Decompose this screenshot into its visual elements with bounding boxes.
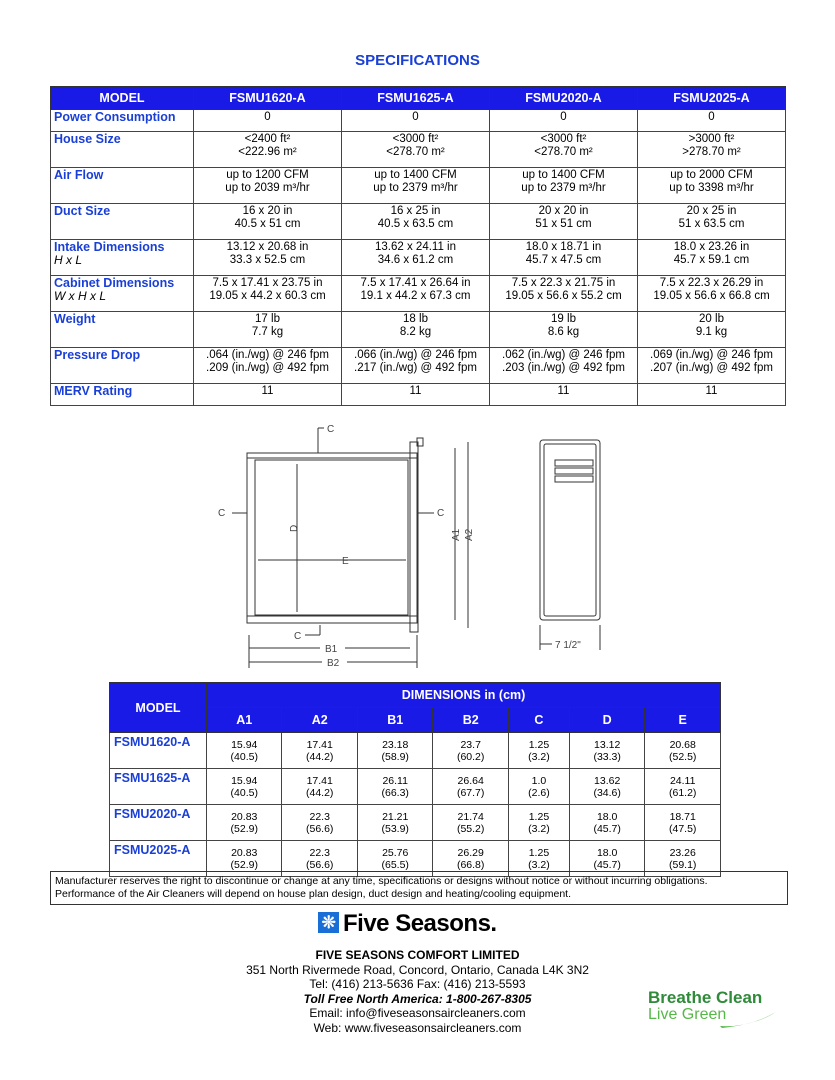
spec-cell-line: 19.05 x 56.6 x 55.2 cm (505, 290, 622, 302)
spec-cell-line: up to 1400 CFM (374, 169, 457, 181)
spec-cell-line: 8.2 kg (399, 326, 432, 338)
spec-row-label (51, 240, 194, 276)
dims-row (110, 805, 721, 841)
dims-cell (207, 805, 282, 841)
spec-cell-line: <222.96 m² (238, 146, 297, 158)
dims-cell (433, 769, 508, 805)
dimensions-table (109, 682, 721, 877)
spec-cell-line: 0 (412, 111, 419, 123)
spec-cell (194, 110, 342, 132)
slogan-line-2: Live Green (648, 1006, 727, 1023)
spec-row-label (51, 168, 194, 204)
spec-cell-line: up to 1400 CFM (522, 169, 605, 181)
spec-cell-line: 40.5 x 63.5 cm (377, 218, 454, 230)
spec-cell-line: 8.6 kg (547, 326, 580, 338)
dims-cell (569, 733, 644, 769)
spec-cell (342, 204, 490, 240)
slogan-line-1: Breathe Clean (648, 988, 763, 1007)
spec-row (51, 168, 786, 204)
spec-cell (490, 276, 638, 312)
spec-cell-line: 7.7 kg (251, 326, 284, 338)
spec-row-sublabel: H x L (54, 253, 83, 267)
dims-cell-line: (33.3) (593, 750, 621, 763)
dims-cell (357, 805, 432, 841)
spec-cell-line: 18 lb (403, 313, 428, 325)
dims-cell-line: 24.11 (669, 774, 696, 787)
spec-cell-line: <2400 ft² (244, 133, 291, 145)
page-title: SPECIFICATIONS (355, 52, 480, 69)
dims-model-header: MODEL (110, 683, 207, 733)
dims-col-header: E (645, 708, 721, 733)
dims-cell-line: 15.94 (231, 774, 258, 787)
dims-col-header: B1 (357, 708, 432, 733)
spec-cell (342, 168, 490, 204)
spec-cell (490, 312, 638, 348)
dims-cell-line: 18.0 (596, 846, 618, 859)
dims-cell-line: 17.41 (306, 738, 333, 751)
dims-cell (433, 733, 508, 769)
leaf-swoosh-icon (718, 1010, 778, 1030)
spec-cell-line: 51 x 51 cm (535, 218, 592, 230)
label-a2: A2 (464, 528, 475, 541)
dims-model-cell: FSMU1620-A (110, 733, 207, 769)
dims-col-header: A2 (282, 708, 357, 733)
spec-model-col-header: FSMU1625-A (342, 87, 490, 110)
dims-group-header: DIMENSIONS in (cm) (207, 683, 721, 708)
dims-cell (282, 733, 357, 769)
spec-row (51, 312, 786, 348)
spec-row-label (51, 132, 194, 168)
spec-cell-line: 11 (557, 385, 570, 397)
label-depth: 7 1/2" (555, 640, 581, 651)
logo-text: Five Seasons. (343, 910, 497, 937)
spec-cell-line: 7.5 x 17.41 x 23.75 in (212, 277, 323, 289)
spec-cell (490, 132, 638, 168)
spec-row-label-text: Pressure Drop (54, 348, 141, 362)
dims-cell-line: 1.25 (528, 738, 550, 751)
spec-cell-line: 0 (708, 111, 715, 123)
spec-cell (194, 312, 342, 348)
spec-cell (194, 132, 342, 168)
slogan (648, 988, 762, 1024)
dims-cell-line: 20.83 (231, 846, 258, 859)
dims-cell-line: (44.2) (306, 750, 334, 763)
spec-cell-line: 19.1 x 44.2 x 67.3 cm (360, 290, 471, 302)
label-b2: B2 (327, 658, 340, 669)
spec-cell-line: 0 (264, 111, 271, 123)
spec-cell (194, 240, 342, 276)
dims-cell-line: (60.2) (456, 750, 485, 763)
spec-row-label-text: Power Consumption (54, 110, 176, 124)
spec-cell-line: up to 2039 m³/hr (225, 182, 310, 194)
note-line-2: Performance of the Air Cleaners will depend on house plan design, duct design and heating/cooling equipment. (55, 888, 572, 900)
spec-model-header: MODEL (51, 87, 194, 110)
spec-cell (490, 204, 638, 240)
spec-cell-line: 45.7 x 59.1 cm (673, 254, 750, 266)
dims-cell (508, 805, 569, 841)
spec-cell (490, 168, 638, 204)
dims-col-header: A1 (207, 708, 282, 733)
spec-model-col-header: FSMU2020-A (490, 87, 638, 110)
spec-row (51, 276, 786, 312)
spec-cell-line: 20 lb (699, 313, 724, 325)
spec-cell-line: 20 x 20 in (538, 205, 589, 217)
spec-cell-line: 7.5 x 17.41 x 26.64 in (360, 277, 471, 289)
spec-cell-line: 9.1 kg (695, 326, 728, 338)
dims-cell-line: 23.7 (460, 738, 481, 751)
dims-cell-line: 23.26 (669, 846, 696, 859)
dims-cell (569, 805, 644, 841)
spec-cell-line: 0 (560, 111, 567, 123)
dims-col-header: B2 (433, 708, 508, 733)
dims-cell-line: 1.25 (528, 846, 550, 859)
spec-row-label-text: Cabinet Dimensions (54, 276, 175, 290)
dims-cell-line: (59.1) (668, 858, 697, 871)
spec-cell-line: up to 1200 CFM (226, 169, 309, 181)
company-web: Web: www.fiveseasonsaircleaners.com (313, 1020, 522, 1035)
dims-cell-line: (52.5) (668, 750, 697, 763)
dims-cell-line: (34.6) (593, 786, 621, 799)
spec-cell-line: 34.6 x 61.2 cm (377, 254, 454, 266)
spec-row (51, 110, 786, 132)
spec-row-label (51, 110, 194, 132)
dims-cell (357, 733, 432, 769)
dims-model-cell: FSMU2025-A (110, 841, 207, 877)
spec-row-label (51, 204, 194, 240)
spec-cell-line: 40.5 x 51 cm (234, 218, 301, 230)
spec-row-label-text: Weight (54, 312, 96, 326)
dims-cell-line: (52.9) (230, 822, 258, 835)
spec-header-row (51, 87, 786, 110)
spec-cell (194, 348, 342, 384)
dims-col-header: C (508, 708, 569, 733)
spec-row (51, 240, 786, 276)
dims-cell (282, 769, 357, 805)
spec-cell (638, 204, 786, 240)
spec-cell-line: <278.70 m² (386, 146, 445, 158)
spec-cell-line: <3000 ft² (392, 133, 439, 145)
spec-cell (194, 204, 342, 240)
spec-cell (638, 348, 786, 384)
dims-cell-line: (3.2) (528, 822, 550, 835)
label-d: D (289, 524, 300, 532)
dims-cell-line: (44.2) (306, 786, 334, 799)
spec-cell (638, 276, 786, 312)
spec-cell-line: 11 (705, 385, 718, 397)
spec-model-col-header: FSMU2025-A (638, 87, 786, 110)
spec-row-label-text: Air Flow (54, 168, 104, 182)
dims-cell-line: (47.5) (668, 822, 697, 835)
spec-cell (342, 384, 490, 406)
dims-cell-line: 18.71 (669, 810, 696, 823)
dims-cell-line: 26.29 (457, 846, 484, 859)
spec-cell (638, 132, 786, 168)
spec-cell-line: .203 (in./wg) @ 492 fpm (502, 362, 625, 374)
dims-cell-line: (58.9) (381, 750, 409, 763)
dims-header-row (110, 683, 721, 708)
company-tollfree: Toll Free North America: 1-800-267-8305 (303, 991, 532, 1006)
dims-cell-line: 1.0 (531, 774, 547, 787)
dims-cell-line: 20.83 (231, 810, 258, 823)
specifications-table (50, 86, 786, 406)
spec-cell-line: .069 (in./wg) @ 246 fpm (650, 349, 773, 361)
dims-cell-line: (67.7) (456, 786, 485, 799)
snowflake-icon: ❊ (318, 912, 339, 933)
dims-cell (508, 769, 569, 805)
dims-cell-line: (56.6) (306, 822, 334, 835)
spec-cell-line: 20 x 25 in (686, 205, 737, 217)
spec-cell-line: 16 x 20 in (242, 205, 293, 217)
spec-cell-line: 19.05 x 44.2 x 60.3 cm (209, 290, 326, 302)
dims-cell (207, 733, 282, 769)
spec-cell-line: up to 2379 m³/hr (373, 182, 458, 194)
spec-cell-line: .207 (in./wg) @ 492 fpm (650, 362, 773, 374)
dims-cell-line: (2.6) (528, 786, 550, 799)
spec-row (51, 348, 786, 384)
dims-cell-line: (40.5) (230, 750, 258, 763)
spec-cell-line: 33.3 x 52.5 cm (229, 254, 306, 266)
spec-cell (194, 276, 342, 312)
dims-cell (433, 805, 508, 841)
dims-cell (569, 769, 644, 805)
dims-cell-line: 20.68 (669, 738, 696, 751)
spec-row (51, 384, 786, 406)
dims-cell-line: 13.12 (594, 738, 621, 751)
spec-row-label-text: House Size (54, 132, 121, 146)
spec-cell (638, 312, 786, 348)
spec-cell (194, 168, 342, 204)
spec-model-col-header: FSMU1620-A (194, 87, 342, 110)
dims-cell-line: (3.2) (528, 750, 550, 763)
dims-cell (282, 805, 357, 841)
spec-cell (194, 384, 342, 406)
dims-cell-line: (52.9) (230, 858, 258, 871)
dims-cell (645, 733, 721, 769)
spec-cell-line: 18.0 x 18.71 in (525, 241, 602, 253)
dims-cell-line: 26.11 (382, 774, 408, 787)
spec-cell (342, 110, 490, 132)
label-b1: B1 (325, 644, 338, 655)
spec-row-label (51, 312, 194, 348)
spec-cell-line: <278.70 m² (534, 146, 593, 158)
spec-cell-line: >278.70 m² (682, 146, 741, 158)
label-a1: A1 (451, 528, 462, 541)
dims-cell-line: (65.5) (381, 858, 409, 871)
spec-cell-line: 11 (409, 385, 422, 397)
dims-col-header: D (569, 708, 644, 733)
spec-cell (342, 132, 490, 168)
dims-cell-line: (3.2) (528, 858, 550, 871)
dims-cell-line: 1.25 (528, 810, 550, 823)
dims-cell-line: (45.7) (593, 822, 621, 835)
unit-diagram (0, 420, 835, 680)
dims-cell-line: (66.3) (381, 786, 409, 799)
spec-cell (342, 312, 490, 348)
dims-cell (508, 733, 569, 769)
spec-cell-line: .209 (in./wg) @ 492 fpm (206, 362, 329, 374)
spec-cell (490, 384, 638, 406)
spec-cell-line: 11 (261, 385, 274, 397)
dims-cell (207, 769, 282, 805)
dims-cell-line: (55.2) (456, 822, 485, 835)
spec-cell-line: 16 x 25 in (390, 205, 441, 217)
label-c-bottom: C (294, 631, 302, 642)
spec-cell-line: 19 lb (551, 313, 576, 325)
dims-model-cell: FSMU2020-A (110, 805, 207, 841)
dims-cell-line: (56.6) (306, 858, 334, 871)
dims-cell-line: 18.0 (596, 810, 618, 823)
spec-cell (490, 348, 638, 384)
spec-row-label-text: Duct Size (54, 204, 111, 218)
disclaimer-note (50, 871, 788, 905)
spec-cell (342, 276, 490, 312)
spec-cell (342, 348, 490, 384)
dims-cell-line: 21.74 (457, 810, 484, 823)
dims-cell (357, 769, 432, 805)
dims-cell-line: 23.18 (382, 738, 409, 751)
spec-cell (638, 110, 786, 132)
spec-row-label (51, 348, 194, 384)
dims-cell-line: 22.3 (309, 810, 330, 823)
spec-cell-line: 13.12 x 20.68 in (226, 241, 309, 253)
spec-cell-line: up to 2379 m³/hr (521, 182, 606, 194)
spec-cell-line: 13.62 x 24.11 in (375, 241, 456, 253)
spec-row-label-text: MERV Rating (54, 384, 133, 398)
label-c-right: C (437, 508, 445, 519)
spec-cell-line: 51 x 63.5 cm (678, 218, 745, 230)
label-e: E (342, 556, 349, 567)
five-seasons-logo (318, 910, 497, 938)
spec-cell-line: 18.0 x 23.26 in (673, 241, 750, 253)
spec-cell-line: 17 lb (255, 313, 280, 325)
spec-cell-line: 7.5 x 22.3 x 26.29 in (659, 277, 764, 289)
spec-cell-line: >3000 ft² (688, 133, 735, 145)
company-email: Email: info@fiveseasonsaircleaners.com (309, 1006, 526, 1020)
spec-cell-line: 7.5 x 22.3 x 21.75 in (511, 277, 616, 289)
dims-cell-line: 25.76 (382, 846, 409, 859)
dims-cell-line: 13.62 (594, 774, 621, 787)
spec-cell-line: 19.05 x 56.6 x 66.8 cm (653, 290, 770, 302)
spec-row-sublabel: W x H x L (54, 289, 107, 303)
spec-row-label-text: Intake Dimensions (54, 240, 165, 254)
spec-cell-line: up to 3398 m³/hr (669, 182, 754, 194)
spec-cell (490, 240, 638, 276)
spec-cell-line: up to 2000 CFM (670, 169, 753, 181)
label-c-left: C (218, 508, 226, 519)
spec-cell-line: .062 (in./wg) @ 246 fpm (502, 349, 625, 361)
spec-row-label (51, 384, 194, 406)
spec-cell-line: .066 (in./wg) @ 246 fpm (354, 349, 477, 361)
spec-cell-line: 45.7 x 47.5 cm (525, 254, 602, 266)
dims-cell-line: 22.3 (309, 846, 330, 859)
note-line-1: Manufacturer reserves the right to discontinue or change at any time, specifications or designs without notice or without incurring obligations. (55, 875, 708, 887)
spec-row (51, 204, 786, 240)
dims-row (110, 733, 721, 769)
dims-cell (645, 805, 721, 841)
dims-cell-line: (40.5) (230, 786, 258, 799)
dims-cell-line: 15.94 (231, 738, 258, 751)
company-phone: Tel: (416) 213-5636 Fax: (416) 213-5593 (309, 977, 526, 991)
dims-cell-line: (66.8) (456, 858, 485, 871)
spec-cell (490, 110, 638, 132)
dims-cell-line: 21.21 (382, 810, 409, 823)
dims-cell-line: (53.9) (381, 822, 409, 835)
dims-cell (645, 769, 721, 805)
dims-row (110, 769, 721, 805)
dims-cell-line: 26.64 (457, 774, 484, 787)
spec-cell (638, 168, 786, 204)
spec-row (51, 132, 786, 168)
dims-model-cell: FSMU1625-A (110, 769, 207, 805)
spec-cell-line: .064 (in./wg) @ 246 fpm (206, 349, 329, 361)
dims-cell-line: 17.41 (306, 774, 333, 787)
spec-cell (638, 240, 786, 276)
dims-cell-line: (61.2) (668, 786, 697, 799)
dims-cell-line: (45.7) (593, 858, 621, 871)
company-name: FIVE SEASONS COMFORT LIMITED (315, 948, 520, 962)
spec-cell-line: <3000 ft² (540, 133, 587, 145)
company-address: 351 North Rivermede Road, Concord, Ontario, Canada L4K 3N2 (246, 962, 589, 977)
spec-cell (638, 384, 786, 406)
spec-cell-line: .217 (in./wg) @ 492 fpm (354, 362, 477, 374)
label-c-top: C (327, 424, 335, 435)
spec-cell (342, 240, 490, 276)
spec-row-label (51, 276, 194, 312)
